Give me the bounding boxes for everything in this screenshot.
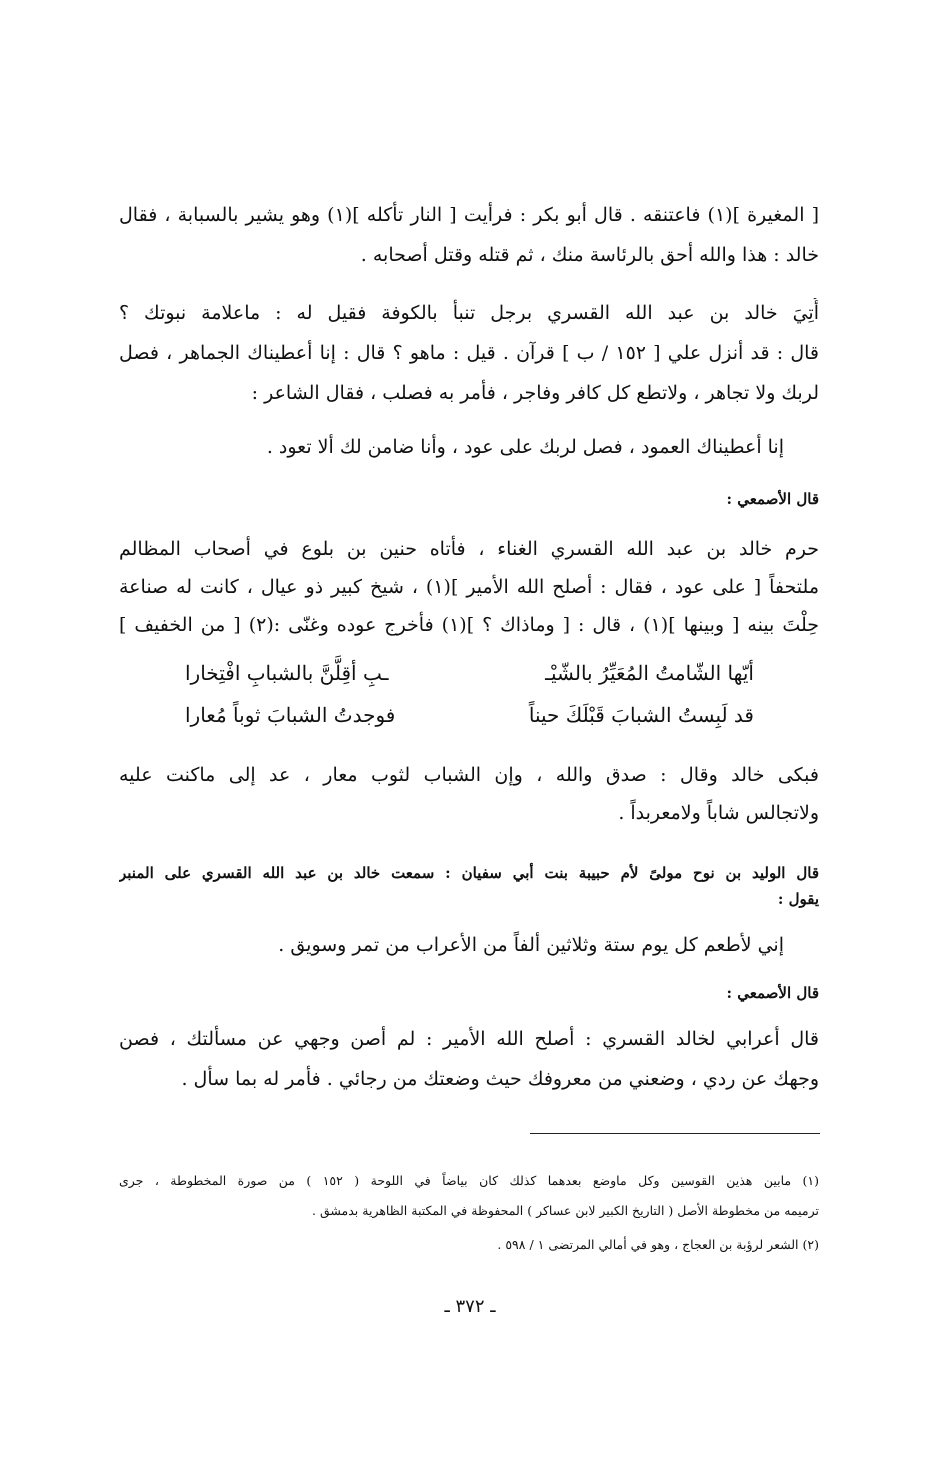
footnote-1-line-1: (١) مابين هذين القوسين وكل ماوضع بعدهما كذلك كان بياضاً في اللوحة ( ١٥٢ ) من صورة المخطوطة ، جرى: [119, 1173, 819, 1188]
page-number: ـ ٣٧٢ ـ: [444, 1296, 496, 1317]
poem-line: إنا أعطيناك العمود ، فصل لربك على عود ، وأنا ضامن لك ألا تعود .: [266, 436, 784, 458]
heading-walid-line-2: يقول :: [777, 890, 819, 908]
paragraph-2-line-1: أُتِيَ خالد بن عبد الله القسري برجل تنبأ بالكوفة فقيل له : ماعلامة نبوتك ؟: [119, 302, 819, 324]
paragraph-4-line-2: ولاتجالس شاباً ولامعربداً .: [618, 802, 819, 824]
paragraph-3-line-3: حِلْتَ بينه [ وبينها ](١) ، قال : [ وماذاك ؟ ](١) فأخرج عوده وغنّى :(٢) [ من الخفيف ]: [119, 614, 819, 636]
verse-2-first-hemistich: قد لَبِستُ الشبابَ قَبْلَكَ حيناً: [528, 703, 754, 727]
verse-1-second-hemistich: ـبِ أقِلَّنَّ بالشبابِ افْتِخارا: [185, 661, 389, 685]
heading-asmai-1: قال الأصمعي :: [726, 490, 819, 508]
paragraph-4-line-1: فبكى خالد وقال : صدق والله ، وإن الشباب لثوب معار ، عد إلى ماكنت عليه: [119, 764, 819, 786]
paragraph-3-line-1: حرم خالد بن عبد الله القسري الغناء ، فأتاه حنين بن بلوع في أصحاب المظالم: [119, 538, 819, 560]
verse-1-first-hemistich: أيّها الشّامتُ المُعَيِّرُ بالشّيْـ: [545, 661, 754, 685]
paragraph-3-line-2: ملتحفاً [ على عود ، فقال : أصلح الله الأمير ](١) ، شيخ كبير ذو عيال ، كانت له صناعة: [119, 576, 819, 598]
quote-line: إني لأطعم كل يوم ستة وثلاثين ألفاً من الأعراب من تمر وسويق .: [278, 934, 784, 956]
paragraph-2-line-3: لربك ولا تجاهر ، ولاتطع كل كافر وفاجر ، فأمر به فصلب ، فقال الشاعر :: [251, 382, 819, 404]
heading-asmai-2: قال الأصمعي :: [726, 984, 819, 1002]
paragraph-1-line-1: [ المغيرة ](١) فاعتنقه . قال أبو بكر : فرأيت [ النار تأكله ](١) وهو يشير بالسبابة ، فقال: [119, 204, 819, 226]
paragraph-5-line-2: وجهك عن ردي ، وضعني من معروفك حيث وضعتك من رجائي . فأمر له بما سأل .: [181, 1068, 819, 1090]
footnote-2: (٢) الشعر لرؤبة بن العجاج ، وهو في أمالي المرتضى ١ / ٥٩٨ .: [497, 1237, 819, 1252]
footnote-1-line-2: ترميمه من مخطوطة الأصل ( التاريخ الكبير لابن عساكر ) المحفوظة في المكتبة الظاهرية بدمشق .: [312, 1203, 819, 1218]
paragraph-2-line-2: قال : قد أنزل علي [ ١٥٢ / ب ] قرآن . قيل : ماهو ؟ قال : إنا أعطيناك الجماهر ، فصل: [119, 342, 819, 364]
paragraph-5-line-1: قال أعرابي لخالد القسري : أصلح الله الأمير : لم أصن وجهي عن مسألتك ، فصن: [119, 1028, 819, 1050]
footnote-separator: [530, 1133, 820, 1134]
verse-2-second-hemistich: فوجدتُ الشبابَ ثوباً مُعارا: [185, 703, 396, 727]
heading-walid-line-1: قال الوليد بن نوح مولىً لأم حبيبة بنت أبي سفيان : سمعت خالد بن عبد الله القسري على المنبر: [119, 864, 819, 882]
paragraph-1-line-2: خالد : هذا والله أحق بالرئاسة منك ، ثم قتله وقتل أصحابه .: [360, 244, 819, 266]
